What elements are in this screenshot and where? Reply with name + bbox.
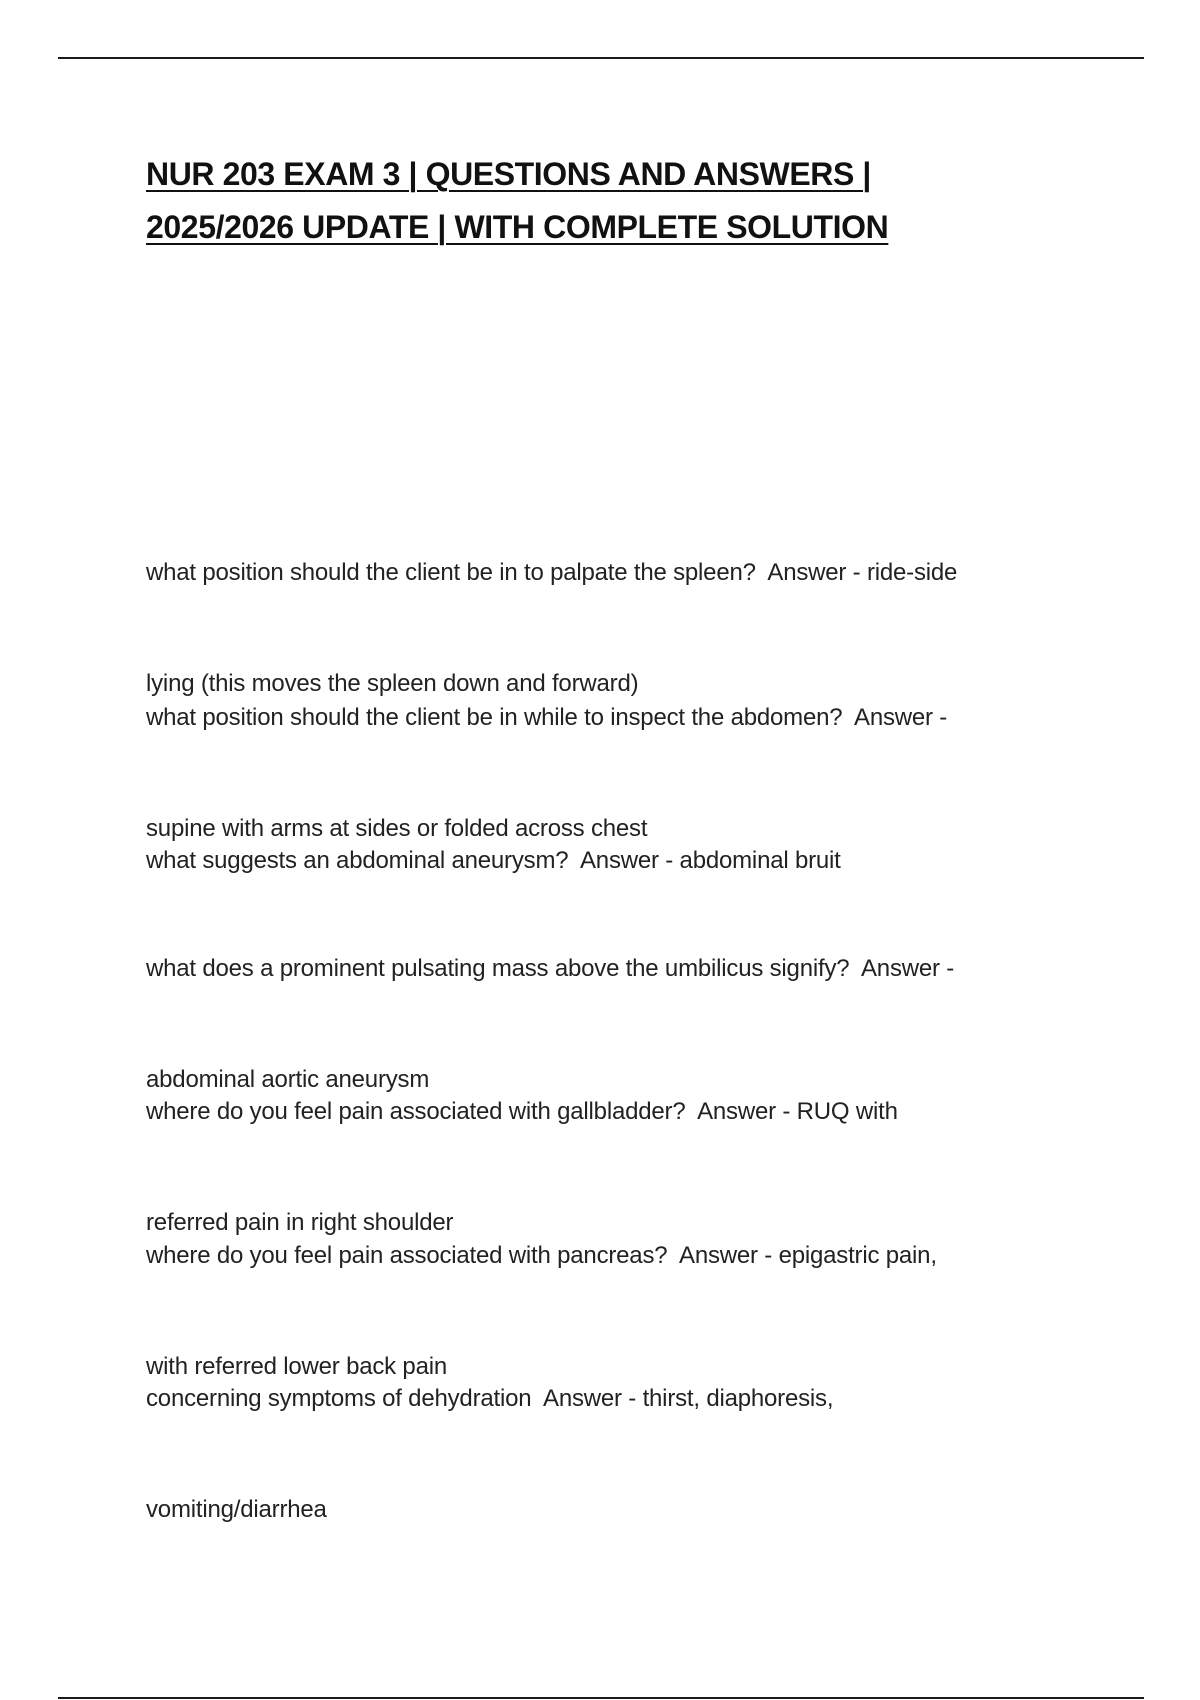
qa-line: where do you feel pain associated with pancreas? Answer - epigastric pain,: [146, 1242, 937, 1269]
bottom-divider: [58, 1697, 1144, 1699]
document-title-line-2: 2025/2026 UPDATE | WITH COMPLETE SOLUTION: [146, 209, 889, 245]
qa-line: referred pain in right shoulder: [146, 1209, 454, 1236]
qa-line: what does a prominent pulsating mass above the umbilicus signify? Answer -: [146, 955, 955, 982]
qa-line: abdominal aortic aneurysm: [146, 1066, 430, 1093]
qa-line: where do you feel pain associated with gallbladder? Answer - RUQ with: [146, 1098, 898, 1125]
qa-item-dehydration-symptoms: [146, 1306, 1066, 1565]
document-title: [146, 148, 1046, 254]
qa-line: what position should the client be in while to inspect the abdomen? Answer -: [146, 704, 948, 731]
qa-line: vomiting/diarrhea: [146, 1496, 327, 1523]
top-divider: [58, 57, 1144, 59]
qa-line: with referred lower back pain: [146, 1353, 448, 1380]
qa-line: supine with arms at sides or folded across chest: [146, 815, 648, 842]
qa-line: concerning symptoms of dehydration Answer - thirst, diaphoresis,: [146, 1385, 834, 1412]
document-title-line-1: NUR 203 EXAM 3 | QUESTIONS AND ANSWERS |: [146, 156, 871, 192]
qa-line: what suggests an abdominal aneurysm? Answer - abdominal bruit: [146, 847, 841, 874]
qa-line: lying (this moves the spleen down and forward): [146, 670, 639, 697]
qa-line: what position should the client be in to palpate the spleen? Answer - ride-side: [146, 559, 958, 586]
